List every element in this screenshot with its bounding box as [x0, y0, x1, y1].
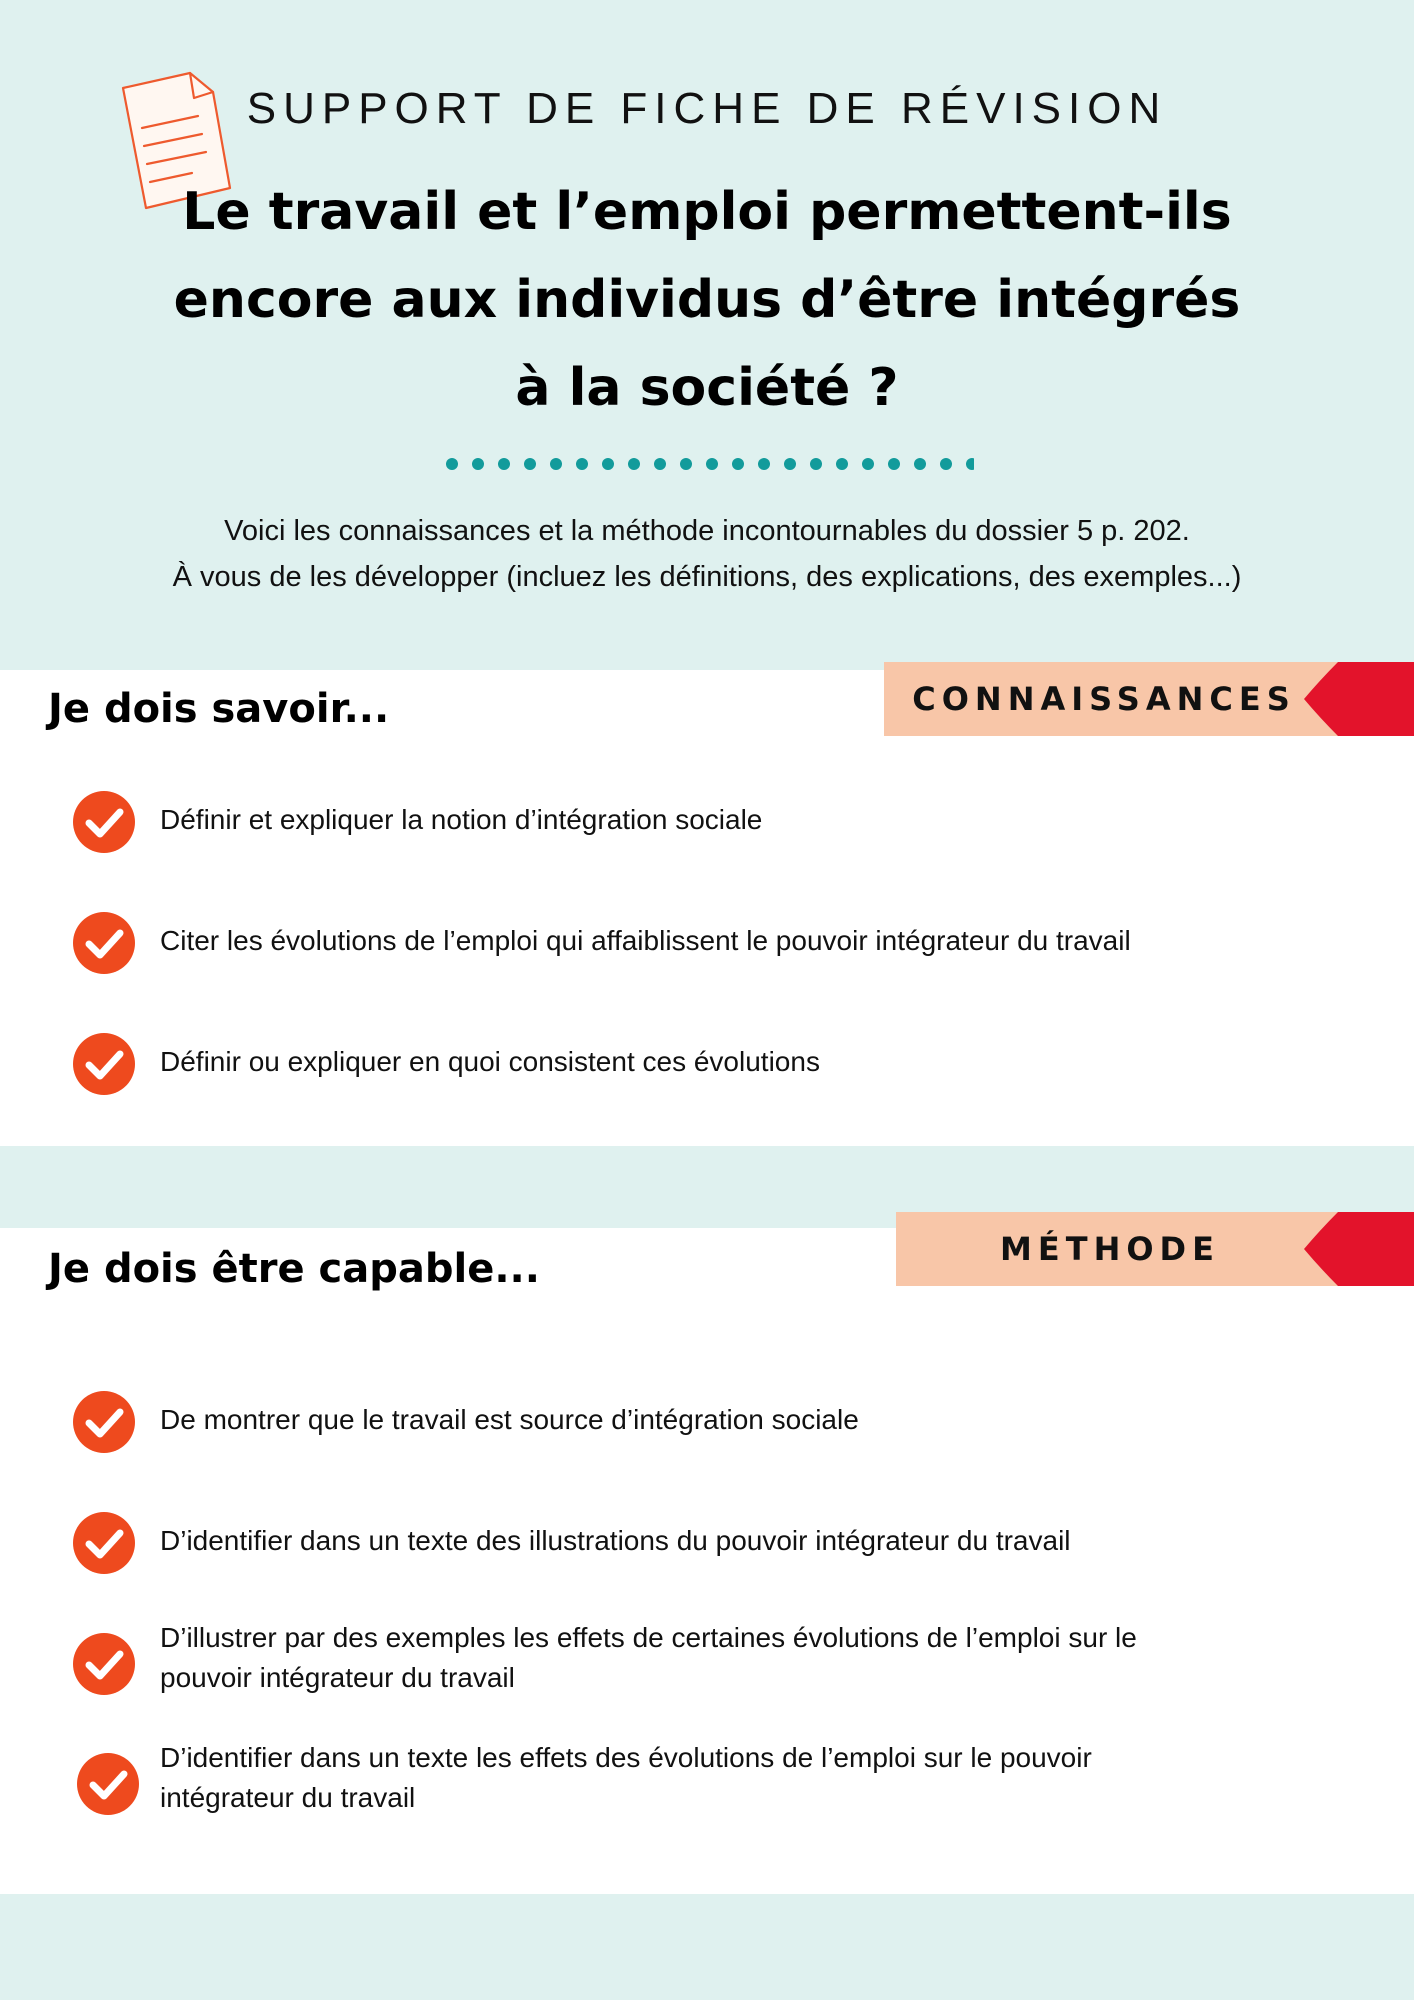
item-text: Citer les évolutions de l’emploi qui affaiblissent le pouvoir intégrateur du travail	[160, 925, 1131, 956]
connaissances-section	[0, 670, 1414, 1146]
tab-arrow-icon	[1294, 1212, 1414, 1286]
item-line: D’illustrer par des exemples les effets de certaines évolutions de l’emploi sur le	[160, 1622, 1137, 1653]
check-circle-icon	[76, 1752, 140, 1816]
divider-dot	[628, 458, 640, 470]
title-line: à la société ?	[515, 358, 899, 418]
divider-dot	[940, 458, 952, 470]
dotted-divider	[444, 456, 974, 472]
divider-dot	[472, 458, 484, 470]
check-circle-icon	[72, 1032, 136, 1096]
header	[0, 0, 1414, 670]
item-text: Définir et expliquer la notion d’intégration sociale	[160, 804, 763, 835]
methode-tab-label: MÉTHODE	[1000, 1230, 1220, 1268]
divider-dot	[888, 458, 900, 470]
divider-dot	[836, 458, 848, 470]
item-line: intégrateur du travail	[160, 1782, 416, 1813]
divider-dot	[550, 458, 562, 470]
divider-dot	[810, 458, 822, 470]
intro-line: Voici les connaissances et la méthode incontournables du dossier 5 p. 202.	[224, 515, 1190, 547]
methode-section	[0, 1228, 1414, 1894]
divider-dot	[498, 458, 510, 470]
item-line: D’identifier dans un texte des illustrations du pouvoir intégrateur du travail	[160, 1525, 1071, 1556]
item-line: De montrer que le travail est source d’intégration sociale	[160, 1404, 859, 1435]
connaissances-tab	[884, 662, 1414, 736]
supertitle: SUPPORT DE FICHE DE RÉVISION	[246, 84, 1168, 133]
connaissances-heading: Je dois savoir...	[48, 686, 390, 732]
divider-dot	[914, 458, 926, 470]
title-line: encore aux individus d’être intégrés	[173, 270, 1241, 330]
check-circle-icon	[72, 911, 136, 975]
intro-line: À vous de les développer (incluez les définitions, des explications, des exemples...)	[172, 561, 1242, 593]
connaissances-tab-label: CONNAISSANCES	[912, 680, 1296, 718]
divider-dot	[862, 458, 874, 470]
divider-dot	[524, 458, 536, 470]
item-line: D’identifier dans un texte les effets des évolutions de l’emploi sur le pouvoir	[160, 1742, 1092, 1773]
divider-dot	[654, 458, 666, 470]
methode-heading: Je dois être capable...	[48, 1246, 540, 1292]
tab-arrow-icon	[1294, 662, 1414, 736]
check-circle-icon	[72, 1390, 136, 1454]
item-text: Définir ou expliquer en quoi consistent ces évolutions	[160, 1046, 820, 1077]
divider-dot	[576, 458, 588, 470]
check-circle-icon	[72, 790, 136, 854]
divider-dot	[732, 458, 744, 470]
divider-dot	[758, 458, 770, 470]
check-circle-icon	[72, 1632, 136, 1696]
divider-dot	[966, 458, 974, 470]
item-text	[160, 1521, 1280, 1561]
divider-dot	[680, 458, 692, 470]
item-text	[160, 1400, 1280, 1440]
check-circle-icon	[72, 1511, 136, 1575]
intro-text	[60, 508, 1354, 600]
methode-tab	[896, 1212, 1414, 1286]
title-line: Le travail et l’emploi permettent-ils	[182, 182, 1232, 242]
divider-dot	[602, 458, 614, 470]
divider-dot	[706, 458, 718, 470]
divider-dot	[784, 458, 796, 470]
item-text	[160, 1618, 1280, 1698]
item-line: pouvoir intégrateur du travail	[160, 1662, 515, 1693]
item-text	[160, 1738, 1280, 1818]
divider-dot	[446, 458, 458, 470]
page-title	[100, 168, 1314, 432]
